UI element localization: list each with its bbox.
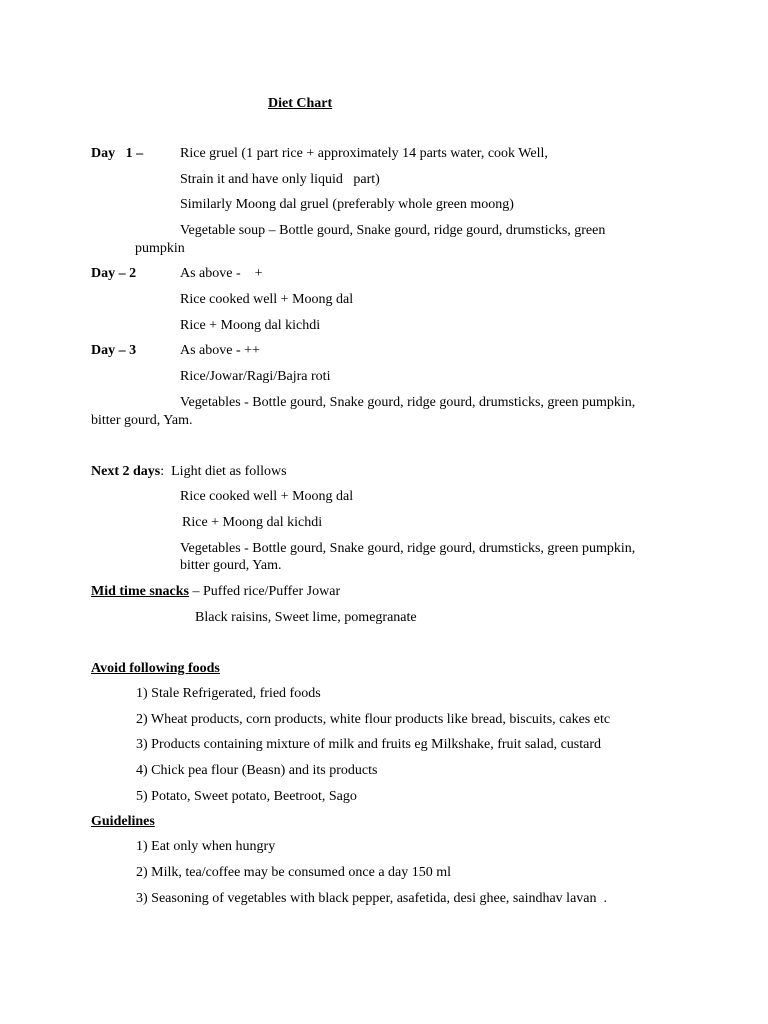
avoid-heading: Avoid following foods <box>91 661 220 676</box>
day-1-line: Strain it and have only liquid part) <box>180 172 380 187</box>
avoid-item: 4) Chick pea flour (Beasn) and its products <box>136 763 378 778</box>
day-1-line: Rice gruel (1 part rice + approximately 14 parts water, cook Well, <box>180 146 548 161</box>
avoid-item: 5) Potato, Sweet potato, Beetroot, Sago <box>136 789 357 804</box>
next-2-days-suffix: : Light diet as follows <box>160 464 287 479</box>
day-3-label: Day – 3 <box>91 343 137 358</box>
next-2-days-line: Vegetables - Bottle gourd, Snake gourd, ridge gourd, drumsticks, green pumpkin, <box>180 541 636 556</box>
guideline-item: 2) Milk, tea/coffee may be consumed once a day 150 ml <box>136 865 452 880</box>
next-2-days-intro <box>91 463 287 480</box>
day-2-line: Rice cooked well + Moong dal <box>180 292 354 307</box>
day-3-line: Vegetables - Bottle gourd, Snake gourd, ridge gourd, drumsticks, green pumpkin, <box>180 395 636 410</box>
day-1-line: pumpkin <box>135 241 185 256</box>
day-1-line: Vegetable soup – Bottle gourd, Snake gourd, ridge gourd, drumsticks, green <box>180 223 606 238</box>
day-3-line: Rice/Jowar/Ragi/Bajra roti <box>180 369 331 384</box>
snacks-label: Mid time snacks <box>91 584 189 599</box>
avoid-item: 2) Wheat products, corn products, white flour products like bread, biscuits, cakes etc <box>136 712 611 727</box>
day-2-line: Rice + Moong dal kichdi <box>180 318 321 333</box>
day-1-line: Similarly Moong dal gruel (preferably whole green moong) <box>180 197 514 212</box>
next-2-days-label: Next 2 days <box>91 464 161 479</box>
day-2-line: As above - + <box>180 266 263 281</box>
day-1-label: Day 1 – <box>91 146 144 161</box>
day-2-label: Day – 2 <box>91 266 137 281</box>
guideline-item: 1) Eat only when hungry <box>136 839 276 854</box>
day-3-line: As above - ++ <box>180 343 260 358</box>
guideline-item: 3) Seasoning of vegetables with black pepper, asafetida, desi ghee, saindhav lavan . <box>136 891 608 906</box>
guidelines-heading: Guidelines <box>91 814 155 829</box>
next-2-days-line: bitter gourd, Yam. <box>180 558 282 573</box>
next-2-days-line: Rice cooked well + Moong dal <box>180 489 354 504</box>
next-2-days-line: Rice + Moong dal kichdi <box>182 515 323 530</box>
snacks-line: Black raisins, Sweet lime, pomegranate <box>195 610 417 625</box>
snacks-suffix: – Puffed rice/Puffer Jowar <box>189 584 341 599</box>
avoid-item: 1) Stale Refrigerated, fried foods <box>136 686 321 701</box>
snacks-intro <box>91 583 340 600</box>
avoid-item: 3) Products containing mixture of milk and fruits eg Milkshake, fruit salad, custard <box>136 737 602 752</box>
page-title: Diet Chart <box>268 96 333 111</box>
day-3-line: bitter gourd, Yam. <box>91 413 193 428</box>
